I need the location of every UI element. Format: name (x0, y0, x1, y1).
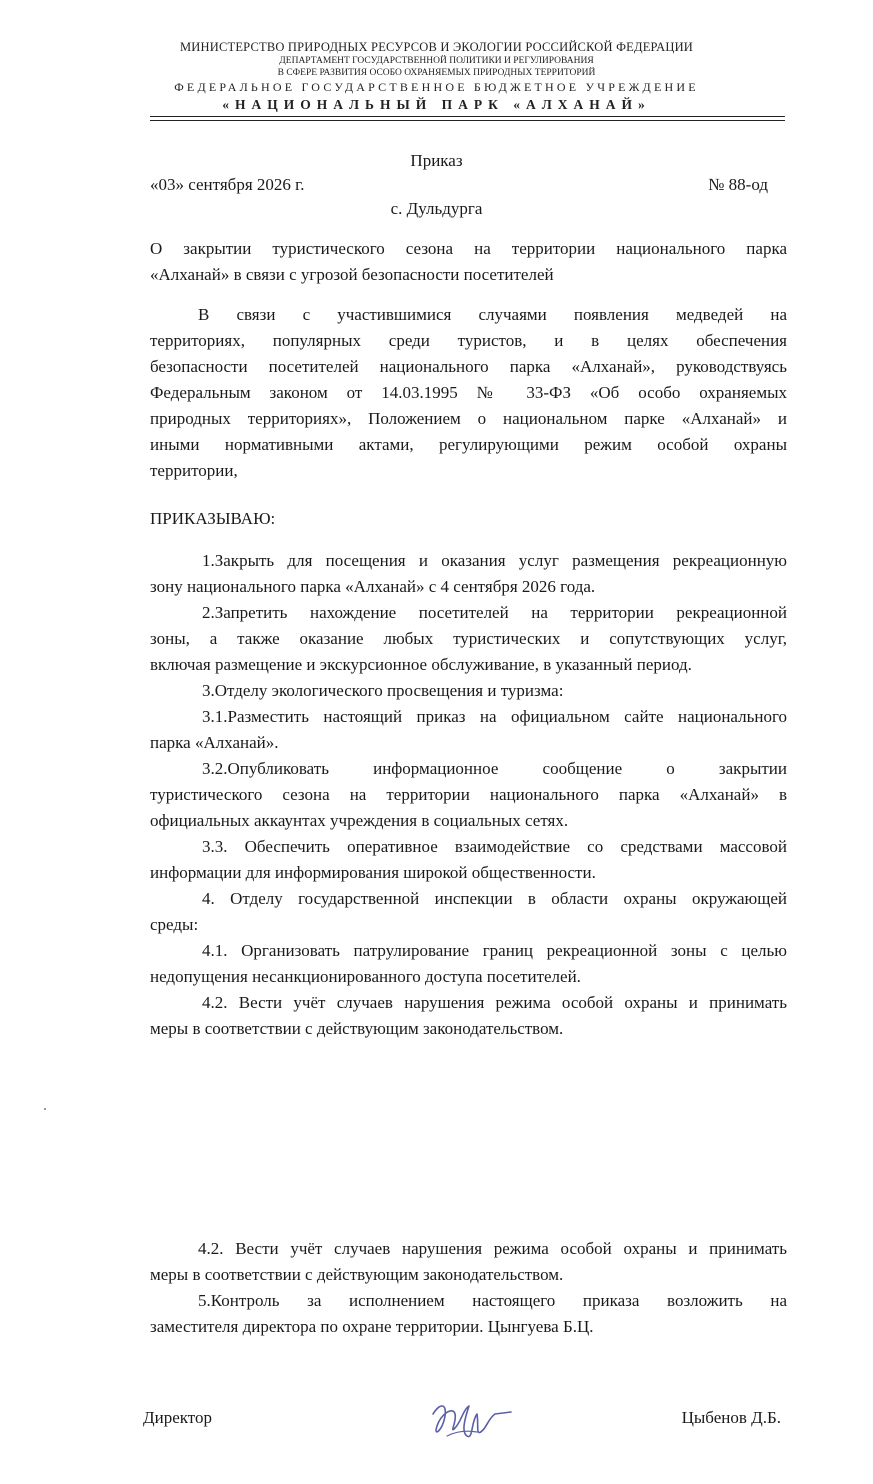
letterhead-department-sphere: В СФЕРЕ РАЗВИТИЯ ОСОБО ОХРАНЯЕМЫХ ПРИРОДНЫХ ТЕРРИТОРИЙ (277, 68, 596, 78)
letterhead-ministry: МИНИСТЕРСТВО ПРИРОДНЫХ РЕСУРСОВ И ЭКОЛОГИИ РОССИЙСКОЙ ФЕДЕРАЦИИ (179, 40, 694, 54)
item-line: 3.2.Опубликовать информационное сообщение о закрытии (202, 759, 787, 778)
signature-name: Цыбенов Д.Б. (681, 1408, 781, 1427)
item-line: туристического сезона на территории национального парка «Алханай» в (150, 785, 787, 804)
order-place: с. Дульдурга (390, 199, 483, 218)
item-line: 4.2. Вести учёт случаев нарушения режима особой охраны и принимать (202, 993, 787, 1012)
letterhead-institution-name: «НАЦИОНАЛЬНЫЙ ПАРК «АЛХАНАЙ» (222, 97, 651, 112)
item-line: меры в соответствии с действующим законодательством. (150, 1019, 564, 1038)
order-date: «03» сентября 2026 г. (150, 175, 305, 194)
letterhead-rule-thin (150, 120, 785, 121)
item-line: парка «Алханай». (150, 733, 279, 752)
item-line: включая размещение и экскурсионное обслуживание, в указанный период. (150, 655, 692, 674)
order-title: Приказ (410, 151, 463, 170)
item-line: 1.Закрыть для посещения и оказания услуг размещения рекреационную (202, 551, 787, 570)
item-line: 4.2. Вести учёт случаев нарушения режима особой охраны и принимать (198, 1239, 787, 1258)
item-line: 3.Отделу экологического просвещения и туризма: (202, 681, 564, 700)
order-number: № 88-од (708, 175, 768, 194)
order-preamble (150, 302, 787, 484)
item-line: 3.3. Обеспечить оперативное взаимодействие со средствами массовой (202, 837, 787, 856)
subject-line: «Алханай» в связи с угрозой безопасности посетителей (150, 265, 554, 284)
handwritten-signature (425, 1392, 515, 1452)
letterhead-department: ДЕПАРТАМЕНТ ГОСУДАРСТВЕННОЙ ПОЛИТИКИ И РЕГУЛИРОВАНИЯ (279, 56, 594, 66)
preamble-line: Федеральным законом от 14.03.1995 № 33-ФЗ «Об особо охраняемых (150, 383, 787, 402)
item-line: 2.Запретить нахождение посетителей на территории рекреационной (202, 603, 787, 622)
preamble-line: природных территориях», Положением о национальном парке «Алханай» и (150, 409, 787, 428)
order-items (150, 548, 787, 1042)
item-line: зону национального парка «Алханай» с 4 сентября 2026 года. (150, 577, 596, 596)
item-line: среды: (150, 915, 199, 934)
item-line: официальных аккаунтах учреждения в социальных сетях. (150, 811, 569, 830)
item-line: информации для информирования широкой общественности. (150, 863, 596, 882)
item-line: недопущения несанкционированного доступа посетителей. (150, 967, 581, 986)
preamble-line: территориях, популярных среди туристов, и в целях обеспечения (150, 331, 787, 350)
item-line: зоны, а также оказание любых туристических и сопутствующих услуг, (150, 629, 787, 648)
preamble-line: иными нормативными актами, регулирующими режим особой охраны (150, 435, 787, 454)
preamble-line: территории, (150, 461, 238, 480)
letterhead-institution-type: ФЕДЕРАЛЬНОЕ ГОСУДАРСТВЕННОЕ БЮДЖЕТНОЕ УЧРЕЖДЕНИЕ (174, 80, 699, 94)
item-line: 4.1. Организовать патрулирование границ рекреационной зоны с целью (202, 941, 787, 960)
order-subject (150, 236, 787, 288)
item-line: меры в соответствии с действующим законодательством. (150, 1265, 564, 1284)
order-items-repeat (150, 1236, 787, 1340)
item-line: 3.1.Разместить настоящий приказ на официальном сайте национального (202, 707, 787, 726)
item-line: 5.Контроль за исполнением настоящего приказа возложить на (198, 1291, 787, 1310)
preamble-line: безопасности посетителей национального парка «Алханай», руководствуясь (150, 357, 787, 376)
orders-heading: ПРИКАЗЫВАЮ: (150, 509, 276, 528)
subject-line: О закрытии туристического сезона на территории национального парка (150, 239, 787, 258)
item-line: 4. Отделу государственной инспекции в области охраны окружающей (202, 889, 787, 908)
signature-role: Директор (143, 1408, 212, 1427)
scan-speck (44, 1108, 46, 1110)
item-line: заместителя директора по охране территории. Цынгуева Б.Ц. (150, 1317, 594, 1336)
preamble-line: В связи с участившимися случаями появления медведей на (198, 305, 787, 324)
letterhead-rule (150, 116, 785, 117)
